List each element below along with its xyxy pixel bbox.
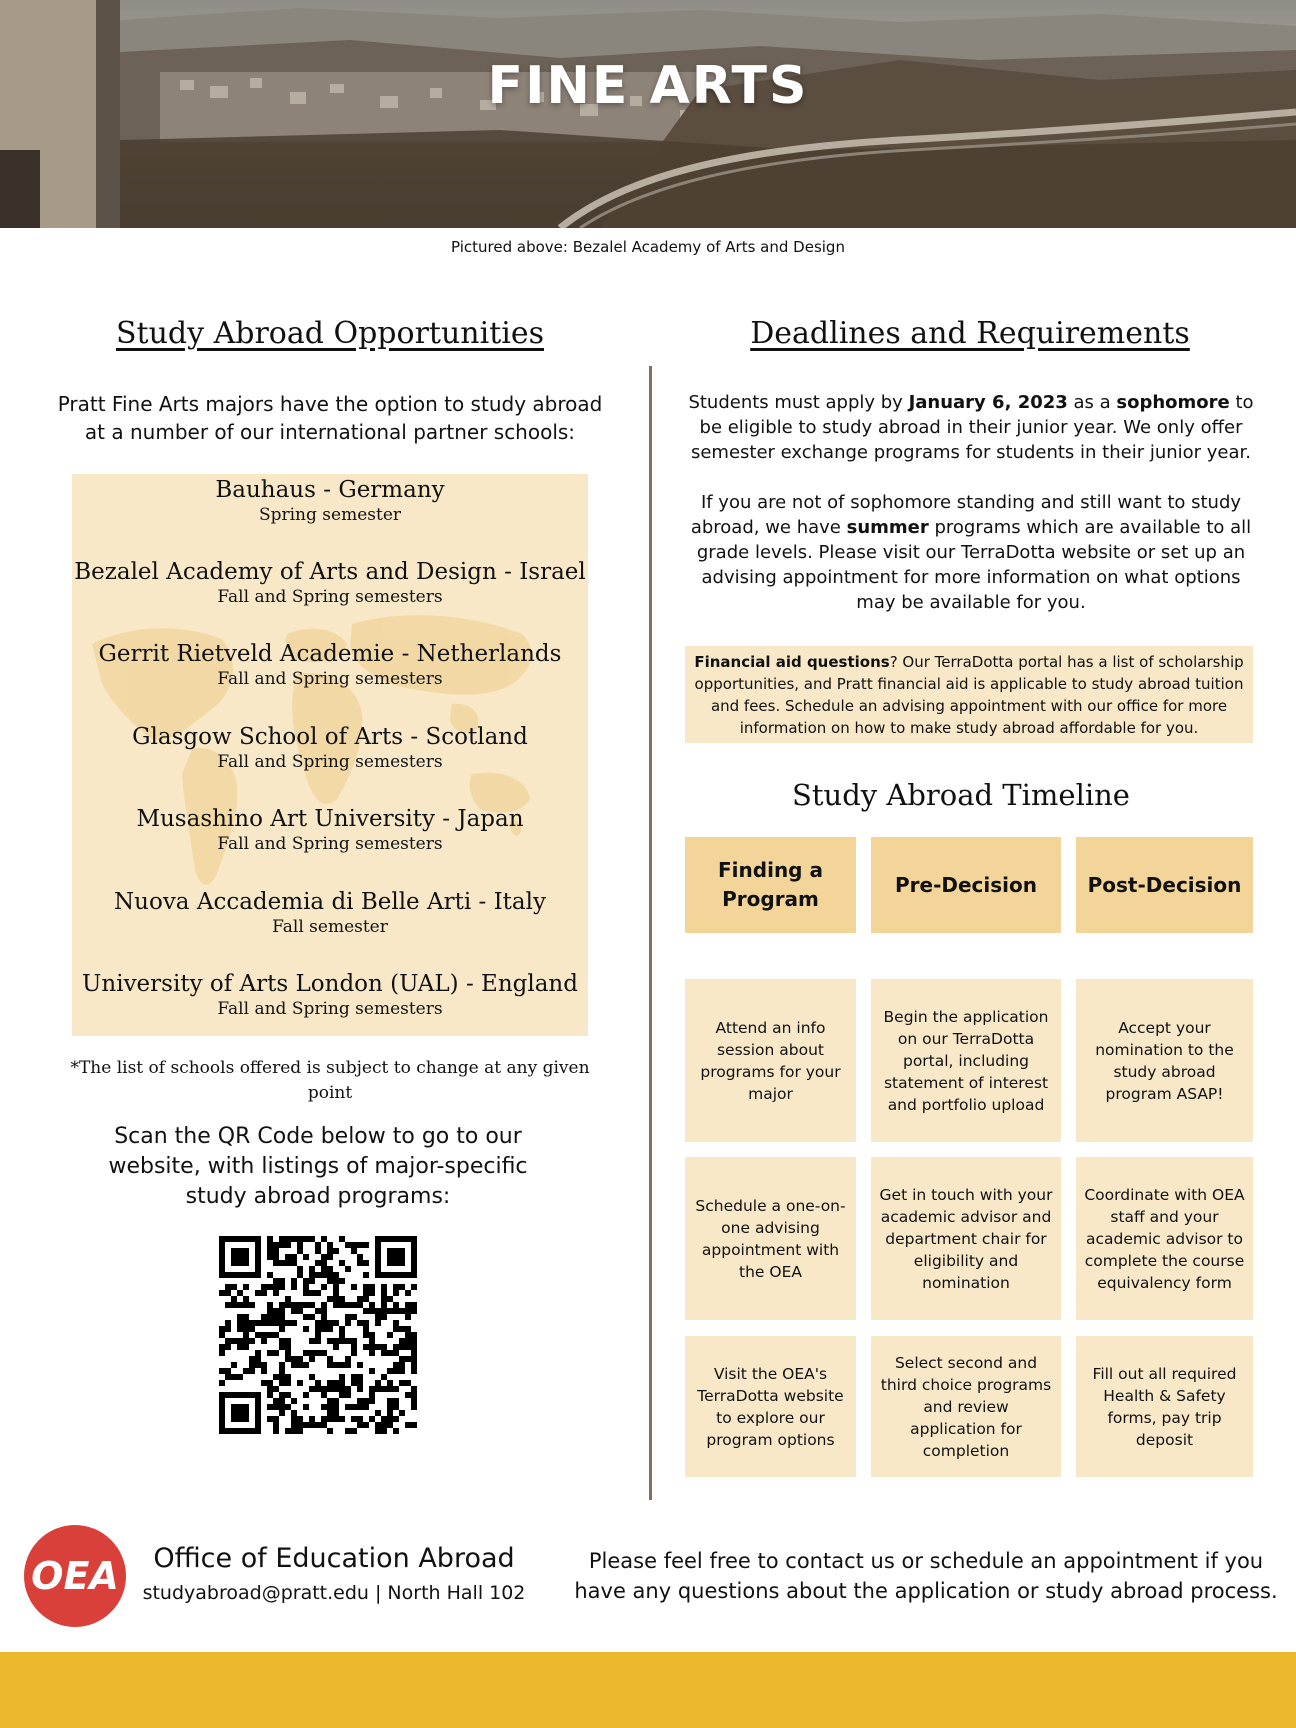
office-name: Office of Education Abroad (153, 1543, 515, 1574)
timeline-header-pre-decision: Pre-Decision (871, 837, 1061, 933)
office-contact[interactable]: studyabroad@pratt.edu | North Hall 102 (142, 1582, 526, 1604)
timeline-header-finding: Finding a Program (685, 837, 856, 933)
financial-aid-label: Financial aid questions (694, 653, 890, 671)
school-item (72, 970, 588, 1020)
deadline-standing: sophomore (1116, 392, 1230, 413)
deadline-date: January 6, 2023 (908, 392, 1068, 413)
page-title: FINE ARTS (487, 56, 809, 116)
qr-instructions: Scan the QR Code below to go to our website, with listings of major-specific study abroad programs: (108, 1124, 528, 1209)
summer-text: If you are not of sophomore standing and still want to study abroad, we have (690, 492, 1242, 538)
hero-caption: Pictured above: Bezalel Academy of Arts and Design (451, 238, 845, 256)
qr-code[interactable] (219, 1236, 417, 1434)
school-item (72, 805, 588, 855)
school-item (72, 476, 588, 526)
summer-paragraph (688, 490, 1254, 615)
summer-highlight: summer (846, 517, 929, 538)
school-item (72, 558, 588, 608)
school-name: Musashino Art University - Japan (136, 806, 524, 832)
school-semesters: Fall semester (272, 917, 388, 937)
timeline-cell: Visit the OEA's TerraDotta website to explore our program options (685, 1336, 856, 1477)
timeline-cell: Select second and third choice programs and review application for completion (871, 1336, 1061, 1477)
deadline-text: Students must apply by (688, 392, 909, 413)
timeline-cell: Schedule a one-on-one advising appointment with the OEA (685, 1157, 856, 1320)
deadlines-heading: Deadlines and Requirements (750, 316, 1190, 351)
school-name: Glasgow School of Arts - Scotland (132, 724, 528, 750)
financial-aid-text: ? Our TerraDotta portal has a list of scholarship opportunities, and Pratt financial aid is applicable to study abroad tuition and fees. Schedule an advising appointment with our office for more information on how to make study abroad affordable for you. (694, 653, 1244, 737)
school-semesters: Fall and Spring semesters (217, 999, 443, 1019)
timeline-cell: Accept your nomination to the study abroad program ASAP! (1076, 979, 1253, 1142)
school-name: University of Arts London (UAL) - England (82, 971, 578, 997)
timeline-header-post-decision: Post-Decision (1076, 837, 1253, 933)
oea-logo-text: OEA (31, 1554, 119, 1598)
hero-banner (0, 0, 1296, 228)
schools-list (72, 474, 588, 1036)
school-semesters: Fall and Spring semesters (217, 752, 443, 772)
contact-message: Please feel free to contact us or schedule an appointment if you have any questions about the application or study abroad process. (574, 1549, 1278, 1603)
deadline-text: to be eligible to study abroad in their junior year. We only offer semester exchange programs for students in their junior year. (690, 392, 1254, 463)
timeline-cell: Get in touch with your academic advisor and department chair for eligibility and nomination (871, 1157, 1061, 1320)
column-divider (649, 366, 652, 1500)
school-semesters: Fall and Spring semesters (217, 587, 443, 607)
timeline-cell: Attend an info session about programs for your major (685, 979, 856, 1142)
timeline-title: Study Abroad Timeline (792, 778, 1130, 812)
footer-bar (0, 1652, 1296, 1728)
deadline-text: as a (1067, 392, 1117, 413)
timeline-cell: Fill out all required Health & Safety forms, pay trip deposit (1076, 1336, 1253, 1477)
school-name: Nuova Accademia di Belle Arti - Italy (114, 889, 546, 915)
school-semesters: Fall and Spring semesters (217, 669, 443, 689)
summer-text: programs which are available to all grade levels. Please visit our TerraDotta website or set up an advising appointment for more information on what options may be available for you. (696, 517, 1252, 613)
schools-disclaimer: *The list of schools offered is subject to change at any given point (70, 1058, 590, 1103)
school-semesters: Fall and Spring semesters (217, 834, 443, 854)
timeline-cell: Coordinate with OEA staff and your academic advisor to complete the course equivalency form (1076, 1157, 1253, 1320)
school-item (72, 888, 588, 938)
school-semesters: Spring semester (258, 505, 402, 525)
school-name: Gerrit Rietveld Academie - Netherlands (98, 641, 562, 667)
school-item (72, 723, 588, 773)
financial-aid-box (685, 646, 1253, 743)
school-item (72, 640, 588, 690)
school-name: Bauhaus - Germany (215, 477, 445, 503)
study-abroad-opportunities-heading: Study Abroad Opportunities (115, 316, 544, 351)
oea-logo (24, 1525, 126, 1627)
intro-text: Pratt Fine Arts majors have the option to study abroad at a number of our international partner schools: (57, 392, 603, 444)
deadline-paragraph (688, 390, 1254, 465)
timeline-cell: Begin the application on our TerraDotta portal, including statement of interest and portfolio upload (871, 979, 1061, 1142)
school-name: Bezalel Academy of Arts and Design - Israel (74, 559, 586, 585)
